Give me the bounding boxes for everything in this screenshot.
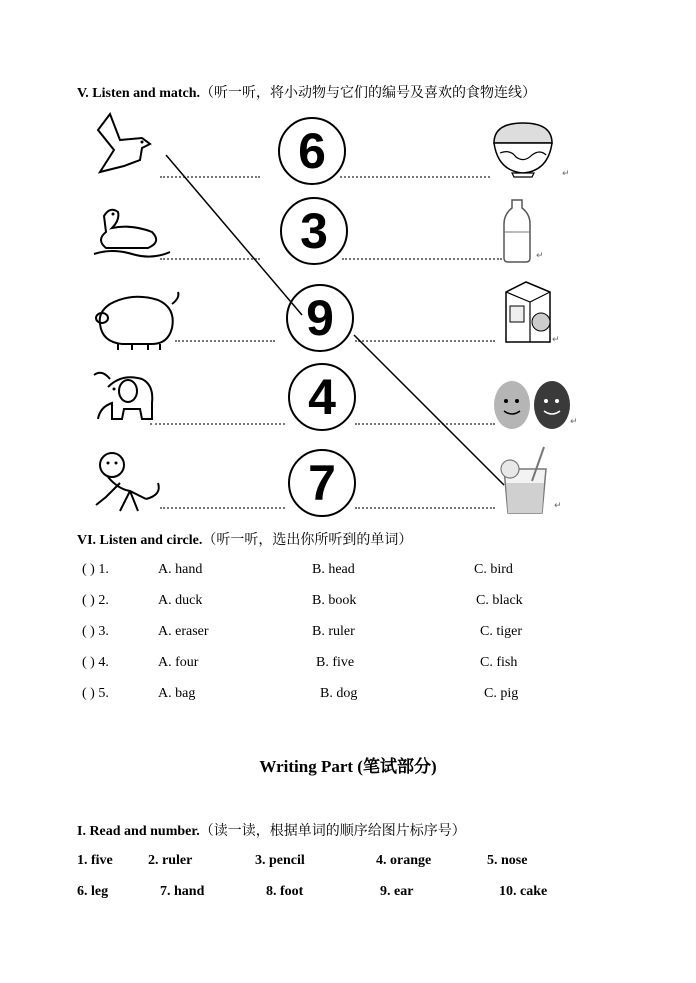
- vocab-word: 4. orange: [376, 853, 432, 868]
- return-mark: ↵: [536, 251, 544, 261]
- option-b: B. book: [312, 593, 357, 608]
- number-circle: 3: [280, 197, 348, 265]
- option-c: C. bird: [474, 562, 513, 577]
- section-6-heading-en: VI. Listen and circle.: [77, 533, 203, 548]
- return-mark: ↵: [570, 417, 578, 427]
- answer-blank[interactable]: ( ) 1.: [82, 562, 109, 577]
- vocab-word: 2. ruler: [148, 853, 193, 868]
- match-lines: [80, 105, 600, 525]
- vocab-word: 10. cake: [499, 884, 548, 899]
- number-circle: 6: [278, 117, 346, 185]
- number-circle: 7: [288, 449, 356, 517]
- vocab-word: 7. hand: [160, 884, 205, 899]
- match-area: [80, 105, 600, 525]
- number-circle: 4: [288, 363, 356, 431]
- section-5-heading: [77, 82, 536, 102]
- option-a: A. bag: [158, 686, 196, 701]
- vocab-word: 5. nose: [487, 853, 528, 868]
- return-mark: ↵: [554, 501, 562, 511]
- number-circle: 9: [286, 284, 354, 352]
- vocab-word: 8. foot: [266, 884, 304, 899]
- section-6-heading-cn: （听一听，选出你所听到的单词）: [202, 533, 413, 548]
- vocab-word: 9. ear: [380, 884, 414, 899]
- section-1-heading-en: I. Read and number.: [77, 824, 200, 839]
- option-a: A. hand: [158, 562, 203, 577]
- option-b: B. five: [316, 655, 355, 670]
- option-a: A. eraser: [158, 624, 209, 639]
- option-c: C. black: [476, 593, 523, 608]
- option-b: B. head: [312, 562, 355, 577]
- answer-blank[interactable]: ( ) 3.: [82, 624, 109, 639]
- option-b: B. ruler: [312, 624, 355, 639]
- vocab-word: 6. leg: [77, 884, 109, 899]
- match-line-9-juice: [354, 335, 504, 485]
- section-5-heading-en: V. Listen and match.: [77, 86, 201, 101]
- section-5-heading-cn: （听一听，将小动物与它们的编号及喜欢的食物连线）: [200, 86, 537, 101]
- option-a: A. four: [158, 655, 199, 670]
- vocab-word: 1. five: [77, 853, 113, 868]
- writing-part-title: Writing Part (笔试部分): [259, 757, 437, 776]
- option-a: A. duck: [158, 593, 203, 608]
- answer-blank[interactable]: ( ) 5.: [82, 686, 109, 701]
- option-c: C. fish: [480, 655, 518, 670]
- section-1-heading-cn: （读一读，根据单词的顺序给图片标序号）: [199, 824, 466, 839]
- answer-blank[interactable]: ( ) 2.: [82, 593, 109, 608]
- option-c: C. tiger: [480, 624, 522, 639]
- answer-blank[interactable]: ( ) 4.: [82, 655, 109, 670]
- option-b: B. dog: [320, 686, 358, 701]
- vocab-word: 3. pencil: [255, 853, 305, 868]
- option-c: C. pig: [484, 686, 519, 701]
- return-mark: ↵: [552, 335, 560, 345]
- section-1-heading: [77, 820, 466, 840]
- section-6-heading: [77, 529, 412, 549]
- return-mark: ↵: [562, 169, 570, 179]
- match-line-bird-9: [166, 155, 302, 315]
